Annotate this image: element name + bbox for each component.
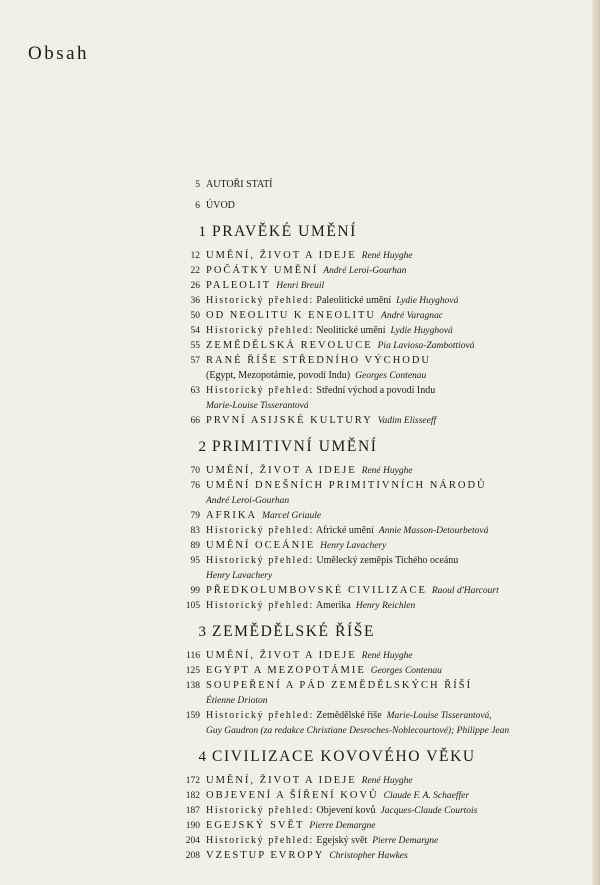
- toc-page-number: 54: [190, 326, 200, 336]
- toc-entry-title: UMĚNÍ DNEŠNÍCH PRIMITIVNÍCH NÁRODŮ: [206, 480, 487, 491]
- toc-entry-title: PALEOLIT: [206, 280, 272, 291]
- toc-page-number: 159: [185, 711, 200, 721]
- toc-page-number: 12: [190, 251, 200, 261]
- toc-entry-author: Raoul d'Harcourt: [431, 586, 499, 596]
- toc-entry-body: [206, 493, 586, 509]
- toc-entry-subtitle: Neolitické umění: [316, 325, 386, 336]
- toc-entry-title: AFRIKA: [206, 510, 258, 521]
- toc-entry-body: [206, 818, 586, 834]
- toc-entry-body: [206, 523, 586, 539]
- toc-entry-body: [206, 568, 586, 584]
- toc-entry-title: Historický přehled:: [206, 555, 314, 566]
- toc-entry-body: [206, 198, 586, 213]
- toc-page-number: 66: [190, 416, 200, 426]
- toc-entry-body: [206, 338, 586, 354]
- toc-entry-subtitle: Paleolitické umění: [316, 295, 392, 306]
- section-heading[interactable]: [166, 619, 586, 645]
- toc-entry-body: [206, 278, 586, 294]
- toc-entry-title: ZEMĚDĚLSKÁ REVOLUCE: [206, 340, 373, 351]
- toc-entry-author: André Leroi-Gourhan: [206, 496, 290, 506]
- page-edge: [592, 0, 600, 885]
- toc-entry[interactable]: [166, 383, 586, 398]
- toc-entry[interactable]: [166, 708, 586, 723]
- section-heading[interactable]: [166, 219, 586, 245]
- toc-entry-title: EGYPT A MEZOPOTÁMIE: [206, 665, 366, 676]
- toc-entry-subtitle: Egejský svět: [316, 835, 368, 846]
- toc-entry-author: Marie-Louise Tisserantová,: [386, 711, 492, 721]
- toc-entry-author: René Huyghe: [361, 776, 413, 786]
- toc-page-number: 172: [185, 776, 200, 786]
- toc-entry-body: [206, 177, 586, 192]
- toc-entry[interactable]: [166, 493, 586, 508]
- toc-entry-subtitle: Africké umění: [315, 525, 374, 536]
- toc-entry-subtitle: Amerika: [315, 600, 351, 611]
- toc-entry[interactable]: [166, 788, 586, 803]
- toc-entry[interactable]: [166, 538, 586, 553]
- toc-entry-body: [206, 848, 586, 864]
- toc-page-number: 63: [190, 386, 200, 396]
- toc-entry[interactable]: [166, 523, 586, 538]
- toc-entry[interactable]: [166, 508, 586, 523]
- toc-page-number: 22: [190, 266, 200, 276]
- toc-entry[interactable]: [166, 848, 586, 863]
- toc-entry[interactable]: [166, 323, 586, 338]
- toc-entry[interactable]: [166, 338, 586, 353]
- toc-entry[interactable]: [166, 568, 586, 583]
- toc-entry-body: [206, 263, 586, 279]
- section-title: CIVILIZACE KOVOVÉHO VĚKU: [212, 748, 476, 765]
- toc-page-number: 182: [185, 791, 200, 801]
- toc-entry-title: Historický přehled:: [206, 710, 314, 721]
- toc-entry-body: [206, 308, 586, 324]
- toc-entry-body: [206, 583, 586, 599]
- toc-entry-title: Historický přehled:: [206, 600, 314, 611]
- toc-entry-title: AUTOŘI STATÍ: [206, 179, 273, 190]
- toc-page-number: 76: [190, 481, 200, 491]
- toc-entry[interactable]: [166, 693, 586, 708]
- toc-page-number: 125: [185, 666, 200, 676]
- toc-entry-author: Christopher Hawkes: [329, 851, 408, 861]
- toc-entry-body: [206, 248, 586, 264]
- toc-entry[interactable]: [166, 177, 586, 192]
- toc-page-number: 95: [190, 556, 200, 566]
- toc-entry[interactable]: [166, 353, 586, 368]
- toc-page-number: 26: [190, 281, 200, 291]
- toc-entry-body: [206, 648, 586, 664]
- toc-entry[interactable]: [166, 278, 586, 293]
- toc-page-number: 57: [190, 356, 200, 366]
- toc-entry-author: Henri Breuil: [276, 281, 325, 291]
- toc-entry-author: Georges Contenau: [370, 666, 442, 676]
- toc-page-number: 187: [185, 806, 200, 816]
- toc-entry-title: PŘEDKOLUMBOVSKÉ CIVILIZACE: [206, 585, 427, 596]
- toc-entry-title: (Egypt, Mezopotámie, povodí Indu): [206, 370, 351, 381]
- toc-page-number: 89: [190, 541, 200, 551]
- toc-entry-title: VZESTUP EVROPY: [206, 850, 325, 861]
- toc-entry-title: UMĚNÍ OCEÁNIE: [206, 540, 316, 551]
- toc-entry-author: Henry Lavachery: [320, 541, 387, 551]
- toc-entry[interactable]: [166, 723, 586, 738]
- toc-entry-body: [206, 773, 586, 789]
- toc-entry[interactable]: [166, 818, 586, 833]
- section-number: 2: [198, 439, 206, 455]
- toc-entry-author: Marie-Louise Tisserantová: [206, 401, 309, 411]
- toc-entry-body: [206, 708, 586, 724]
- toc-entry-title: OBJEVENÍ A ŠÍŘENÍ KOVŮ: [206, 790, 379, 801]
- toc-entry-subtitle: Střední východ a povodí Indu: [316, 385, 436, 396]
- toc-entry-body: [206, 788, 586, 804]
- toc-entry-body: [206, 463, 586, 479]
- toc-entry-author: Marcel Griaule: [262, 511, 322, 521]
- toc-entry[interactable]: [166, 598, 586, 613]
- toc-entry-body: [206, 678, 586, 693]
- toc-entry-body: [206, 833, 586, 849]
- toc-entry-author: René Huyghe: [361, 466, 413, 476]
- toc-entry-title: Historický přehled:: [206, 805, 314, 816]
- toc-entry-author: Lydie Huyghová: [390, 326, 453, 336]
- toc-entry[interactable]: [166, 803, 586, 818]
- toc-entry-author: Vadim Elisseeff: [377, 416, 437, 426]
- toc-entry[interactable]: [166, 663, 586, 678]
- toc-page-number: 36: [190, 296, 200, 306]
- toc-entry-title: RANÉ ŘÍŠE STŘEDNÍHO VÝCHODU: [206, 355, 432, 366]
- toc-entry[interactable]: [166, 583, 586, 598]
- toc-entry-title: Historický přehled:: [206, 525, 314, 536]
- toc-page-number: 99: [190, 586, 200, 596]
- toc-entry-author: André Leroi-Gourhan: [323, 266, 407, 276]
- toc-entry[interactable]: [166, 773, 586, 788]
- toc-entry-title: EGEJSKÝ SVĚT: [206, 820, 305, 831]
- toc-entry-author: Henry Reichlen: [355, 601, 416, 611]
- toc-entry[interactable]: [166, 413, 586, 428]
- toc-entry[interactable]: [166, 398, 586, 413]
- toc-entry-author: Jacques-Claude Courtois: [380, 806, 478, 816]
- toc-entry-body: [206, 368, 586, 384]
- toc-entry-title: SOUPEŘENÍ A PÁD ZEMĚDĚLSKÝCH ŘÍŠÍ: [206, 680, 473, 691]
- section-title: ZEMĚDĚLSKÉ ŘÍŠE: [212, 623, 376, 640]
- toc-entry-author: Henry Lavachery: [206, 571, 273, 581]
- toc-entry[interactable]: [166, 293, 586, 308]
- toc-entry-title: ÚVOD: [206, 200, 235, 211]
- toc-entry-title: UMĚNÍ, ŽIVOT A IDEJE: [206, 650, 357, 661]
- toc-entry-body: [206, 478, 586, 493]
- toc-entry-title: OD NEOLITU K ENEOLITU: [206, 310, 377, 321]
- toc-entry-body: [206, 383, 586, 398]
- toc-entry-author: Lydie Huyghová: [396, 296, 459, 306]
- toc-entry-body: [206, 803, 586, 819]
- toc-page-number: 105: [185, 601, 200, 611]
- toc-entry-title: Historický přehled:: [206, 835, 314, 846]
- toc-entry[interactable]: [166, 553, 586, 568]
- toc-page-number: 138: [185, 681, 200, 691]
- toc-entry-author: Pierre Demargne: [309, 821, 376, 831]
- toc-page-number: 50: [190, 311, 200, 321]
- toc-entry[interactable]: [166, 368, 586, 383]
- section-number: 4: [198, 749, 206, 765]
- toc-page-number: 208: [185, 851, 200, 861]
- toc-page-number: 6: [195, 201, 200, 211]
- toc-entry-body: [206, 598, 586, 614]
- toc-entry[interactable]: [166, 248, 586, 263]
- toc-entry-author: Claude F. A. Schaeffer: [383, 791, 470, 801]
- toc-entry[interactable]: [166, 198, 586, 213]
- page-title: Obsah: [28, 43, 90, 64]
- toc-entry-author: Pia Laviosa-Zambottiová: [377, 341, 475, 351]
- toc-entry-body: [206, 353, 586, 368]
- toc-entry[interactable]: [166, 308, 586, 323]
- toc-entry-title: Historický přehled:: [206, 385, 314, 396]
- toc-page-number: 5: [195, 180, 200, 190]
- section-title: PRIMITIVNÍ UMĚNÍ: [212, 438, 378, 455]
- toc-entry-body: [206, 663, 586, 679]
- toc-entry-body: [206, 693, 586, 709]
- toc-entry-title: UMĚNÍ, ŽIVOT A IDEJE: [206, 775, 357, 786]
- toc-entry[interactable]: [166, 263, 586, 278]
- toc-page-number: 190: [185, 821, 200, 831]
- toc-entry-author: Georges Contenau: [355, 371, 427, 381]
- toc-entry-subtitle: Umělecký zeměpis Tichého oceánu: [316, 555, 459, 566]
- toc-page-number: 79: [190, 511, 200, 521]
- toc-entry[interactable]: [166, 648, 586, 663]
- toc-entry-body: [206, 398, 586, 414]
- section-number: 3: [198, 624, 206, 640]
- toc-entry-title: UMĚNÍ, ŽIVOT A IDEJE: [206, 465, 357, 476]
- section-title: PRAVĚKÉ UMĚNÍ: [212, 223, 357, 240]
- toc-entry-author: Étienne Drioton: [206, 696, 268, 706]
- toc-page-number: 116: [186, 651, 200, 661]
- toc-entry-body: [206, 538, 586, 554]
- toc-entry-body: [206, 553, 586, 568]
- toc-entry[interactable]: [166, 463, 586, 478]
- toc-entry-body: [206, 293, 586, 309]
- table-of-contents: [166, 177, 586, 863]
- toc-entry-title: POČÁTKY UMĚNÍ: [206, 265, 319, 276]
- toc-entry-title: UMĚNÍ, ŽIVOT A IDEJE: [206, 250, 357, 261]
- toc-entry-body: [206, 413, 586, 429]
- toc-page-number: 204: [185, 836, 200, 846]
- section-heading[interactable]: [166, 434, 586, 460]
- toc-entry-title: Historický přehled:: [206, 295, 314, 306]
- toc-entry[interactable]: [166, 478, 586, 493]
- toc-entry-author: René Huyghe: [361, 651, 413, 661]
- section-number: 1: [198, 224, 206, 240]
- toc-entry-author: Pierre Demargne: [372, 836, 439, 846]
- toc-entry-title: Historický přehled:: [206, 325, 314, 336]
- toc-entry[interactable]: [166, 678, 586, 693]
- toc-entry-subtitle: Zemědělské říše: [316, 710, 382, 721]
- toc-entry-subtitle: Objevení kovů: [316, 805, 376, 816]
- toc-entry[interactable]: [166, 833, 586, 848]
- toc-entry-body: [206, 508, 586, 524]
- toc-entry-author: Guy Gaudron (za redakce Christiane Desroches-Noblecourtové); Philippe Jean: [206, 726, 510, 736]
- toc-entry-author: René Huyghe: [361, 251, 413, 261]
- toc-entry-title: PRVNÍ ASIJSKÉ KULTURY: [206, 415, 373, 426]
- toc-entry-author: Annie Masson-Detourbetová: [378, 526, 489, 536]
- toc-entry-body: [206, 323, 586, 339]
- toc-entry-body: [206, 723, 586, 739]
- section-heading[interactable]: [166, 744, 586, 770]
- toc-entry-author: André Varagnac: [381, 311, 444, 321]
- toc-page-number: 70: [190, 466, 200, 476]
- toc-page-number: 55: [190, 341, 200, 351]
- toc-page-number: 83: [190, 526, 200, 536]
